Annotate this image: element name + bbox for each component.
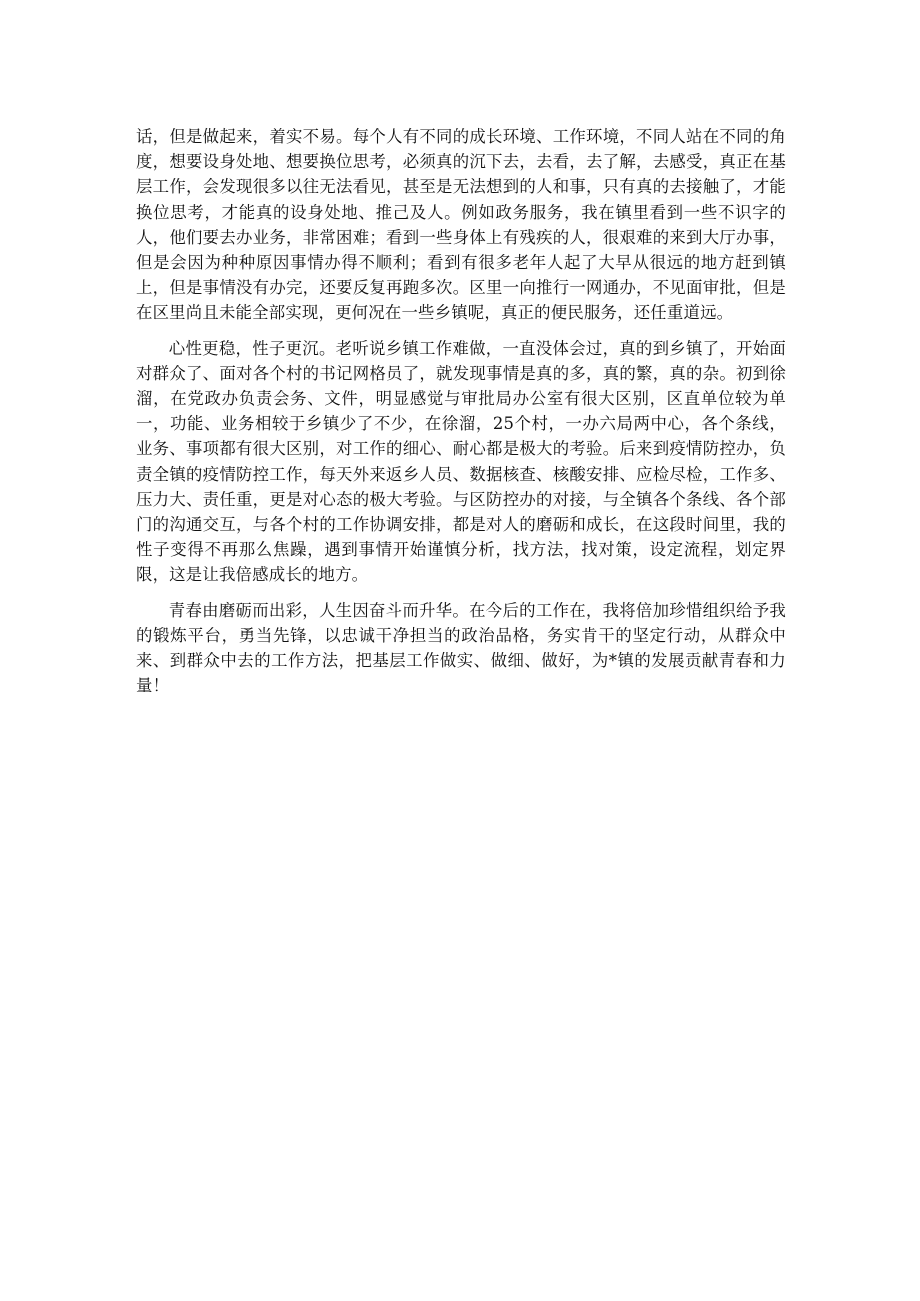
paragraph-temperament: 心性更稳，性子更沉。老听说乡镇工作难做，一直没体会过，真的到乡镇了，开始面对群众了、面对各个村的书记网格员了，就发现事情是真的多，真的繁，真的杂。初到徐溜，在党政办负责会务、文件，明显感觉与审批局办公室有很大区别，区直单位较为单一，功能、业务相较于乡镇少了不少，在徐溜，25个村，一办六局两中心，各个条线，业务、事项都有很大区别，对工作的细心、耐心都是极大的考验。后来到疫情防控办，负责全镇的疫情防控工作，每天外来返乡人员、数据核查、核酸安排、应检尽检，工作多、压力大、责任重，更是对心态的极大考验。与区防控办的对接，与全镇各个条线、各个部门的沟通交互，与各个村的工作协调安排，都是对人的磨砺和成长，在这段时间里，我的性子变得不再那么焦躁，遇到事情开始谨慎分析，找方法，找对策，设定流程，划定界限，这是让我倍感成长的地方。 <box>136 338 786 585</box>
document-page <box>136 124 786 708</box>
paragraph-continued: 话，但是做起来，着实不易。每个人有不同的成长环境、工作环境，不同人站在不同的角度，想要设身处地、想要换位思考，必须真的沉下去，去看，去了解，去感受，真正在基层工作，会发现很多以往无法看见，甚至是无法想到的人和事，只有真的去接触了，才能换位思考，才能真的设身处地、推己及人。例如政务服务，我在镇里看到一些不识字的人，他们要去办业务，非常困难；看到一些身体上有残疾的人，很艰难的来到大厅办事，但是会因为种种原因事情办得不顺利；看到有很多老年人起了大早从很远的地方赶到镇上，但是事情没有办完，还要反复再跑多次。区里一向推行一网通办，不见面审批，但是在区里尚且未能全部实现，更何况在一些乡镇呢，真正的便民服务，还任重道远。 <box>136 127 786 323</box>
paragraph-conclusion: 青春由磨砺而出彩，人生因奋斗而升华。在今后的工作在，我将倍加珍惜组织给予我的锻炼平台，勇当先锋，以忠诚干净担当的政治品格，务实肯干的坚定行动，从群众中来、到群众中去的工作方法，把基层工作做实、做细、做好，为*镇的发展贡献青春和力量！ <box>136 600 786 696</box>
